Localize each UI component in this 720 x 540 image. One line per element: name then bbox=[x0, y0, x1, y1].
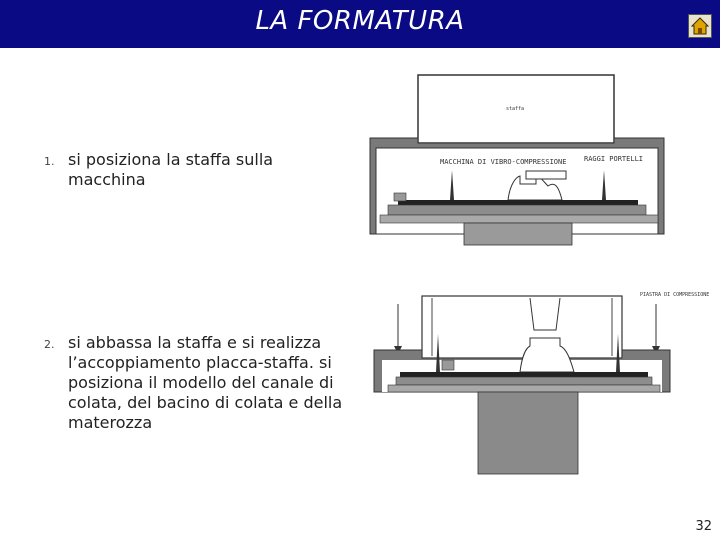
page-title: LA FORMATURA bbox=[255, 6, 465, 36]
home-button[interactable] bbox=[688, 14, 712, 38]
page-number: 32 bbox=[695, 519, 712, 534]
figure2-label-top: PIASTRA DI COMPRESSIONE bbox=[640, 292, 710, 298]
list-item-text: si posiziona la staffa sulla macchina bbox=[68, 150, 274, 189]
home-icon bbox=[689, 15, 711, 37]
figure-flask-coupling bbox=[370, 288, 710, 478]
list-item-text: si abbassa la staffa e si realizza l’accoppiamento placca-staffa. si posiziona il modello del canale di colata, del bacino di colata e della materozza bbox=[68, 333, 343, 432]
list-item-number: 2. bbox=[44, 338, 55, 351]
figure1-label-top: staffa bbox=[506, 106, 525, 112]
list-item-number: 1. bbox=[44, 155, 55, 168]
figure1-label-machine: MACCHINA DI VIBRO-COMPRESSIONE bbox=[440, 158, 567, 166]
figure1-label-right: RAGGI PORTELLI bbox=[584, 155, 644, 163]
figure-flask-on-machine bbox=[368, 72, 668, 250]
